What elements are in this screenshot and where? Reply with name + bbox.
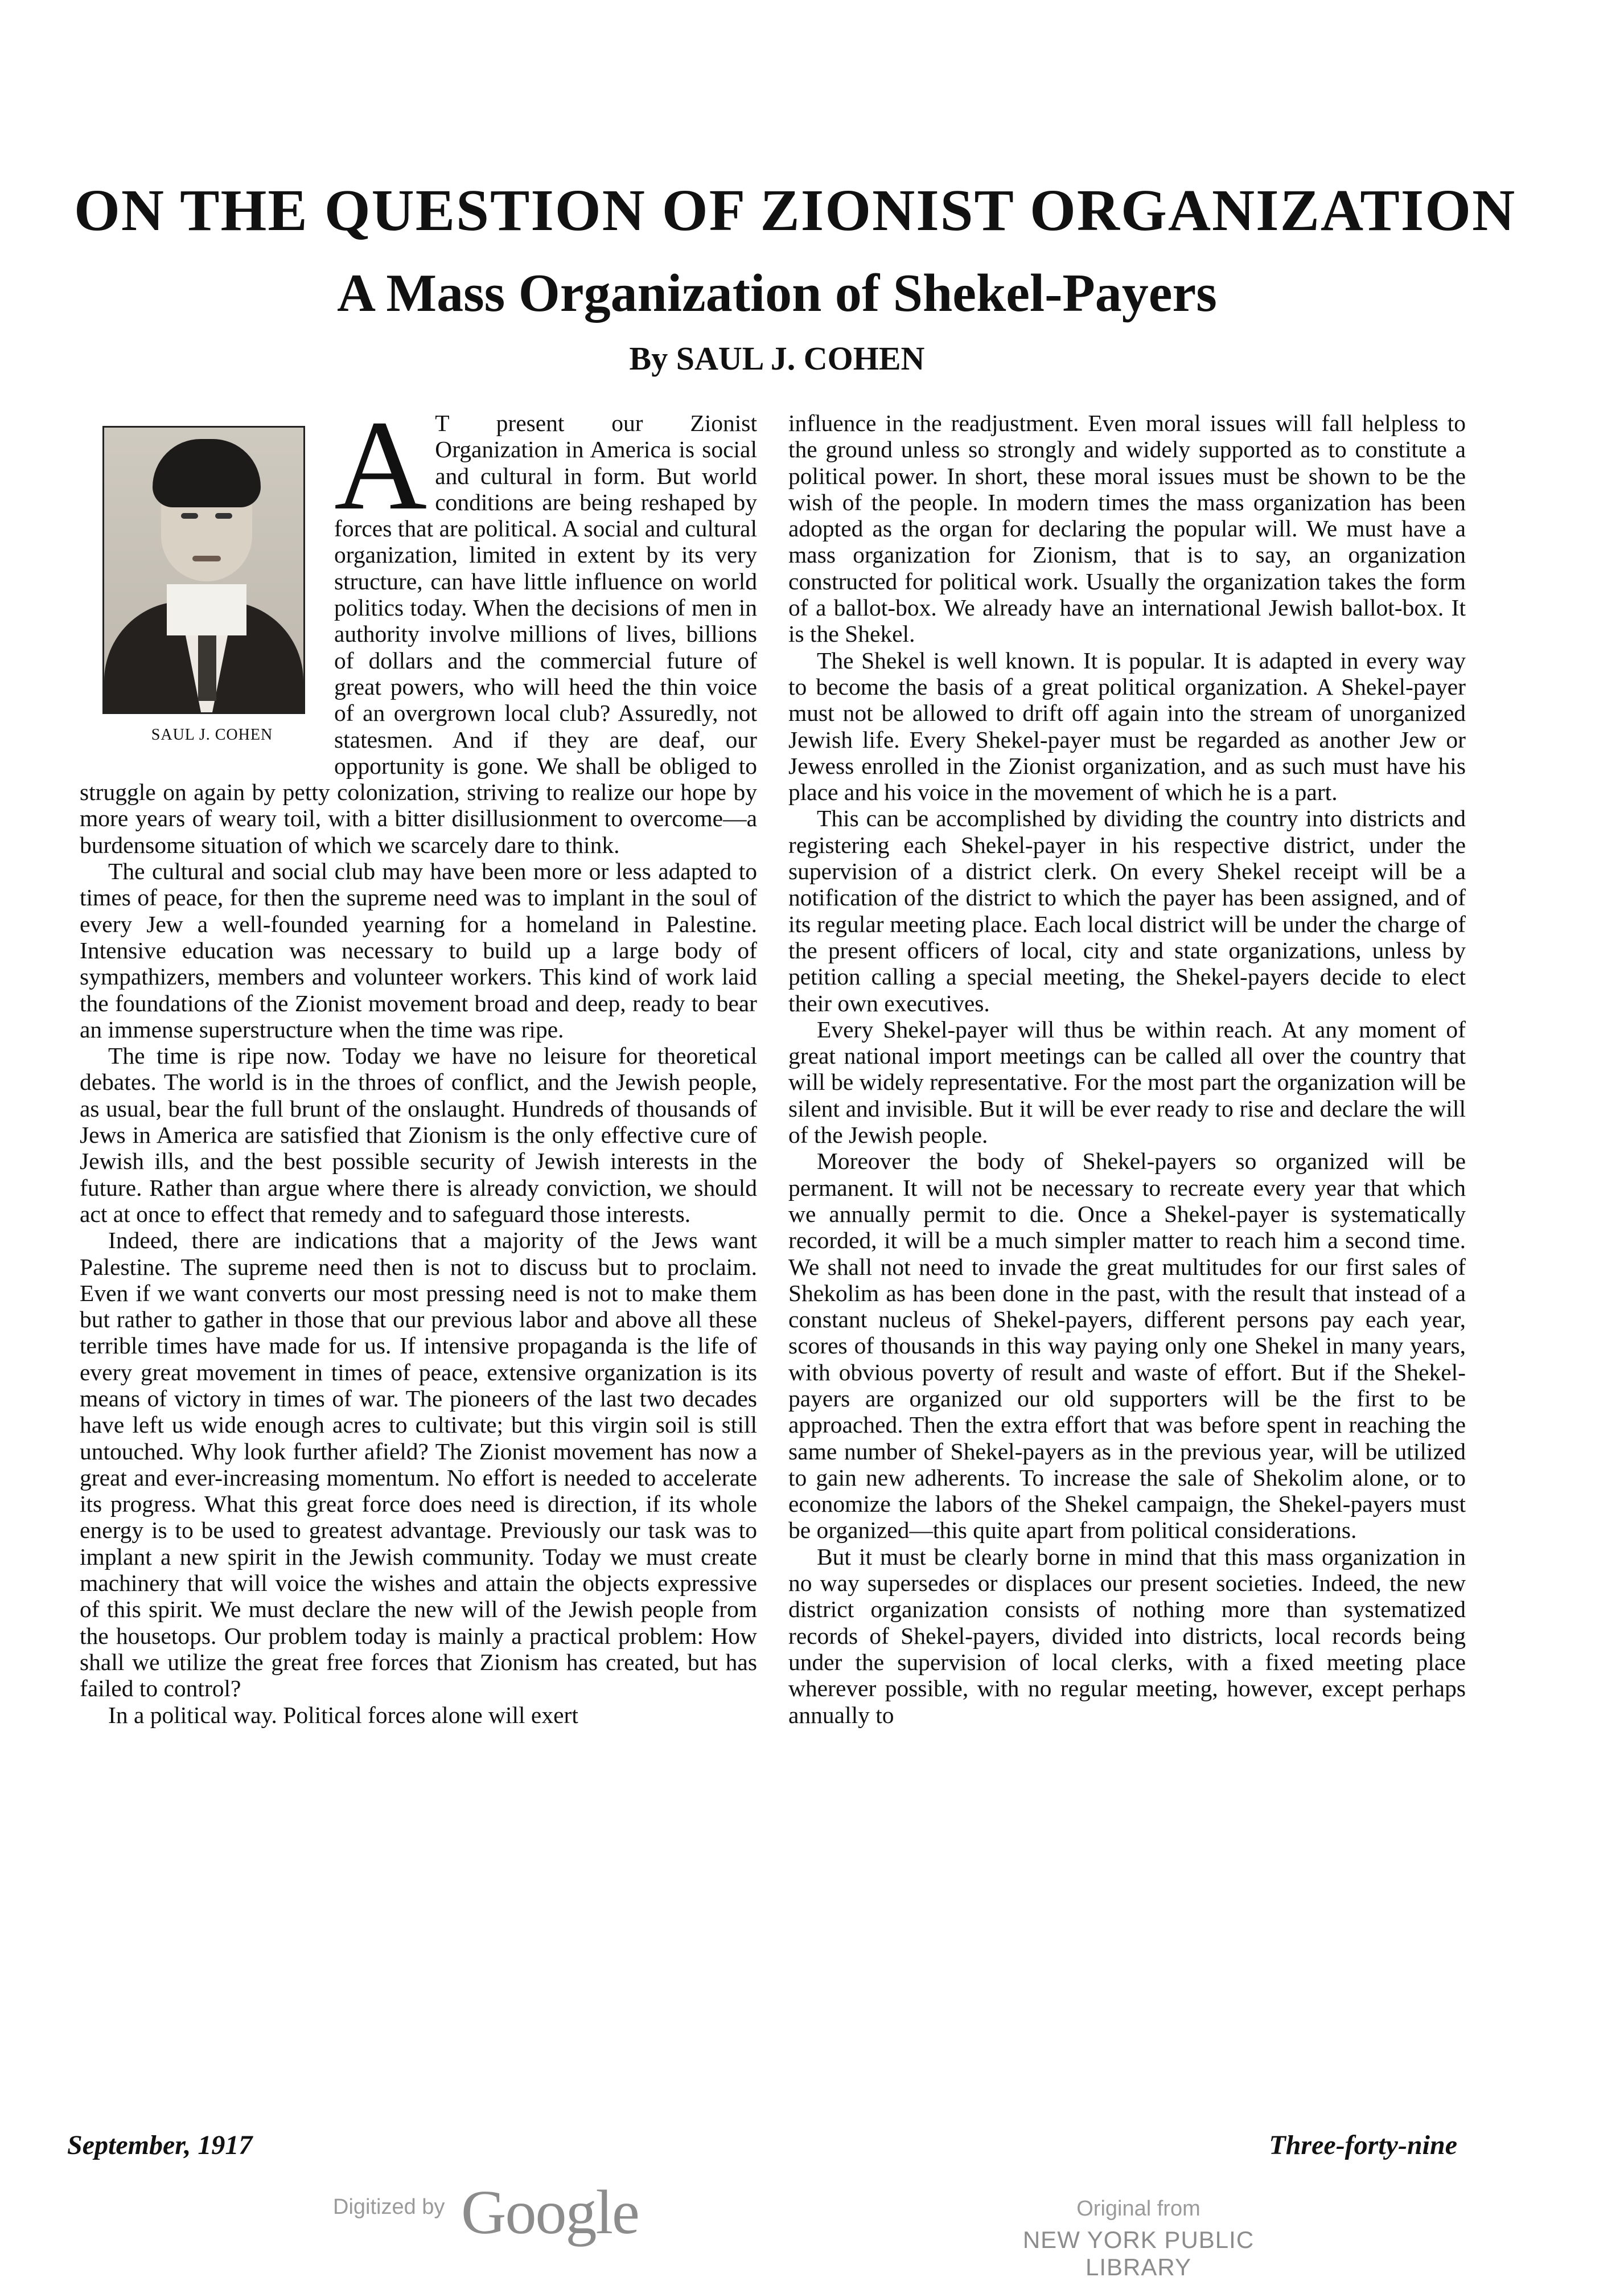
article-byline: By SAUL J. COHEN: [629, 340, 925, 377]
paragraph: The cultural and social club may have been more or less adapted to times of peace, for then the supreme need was to implant in the soul of every Jew a well-founded yearning for a homeland in Palestine. Intensive education was necessary to build up a large body of sympathizers, members and volunteer workers. This kind of work laid the foundations of the Zionist movement broad and deep, ready to bear an immense superstructure when the time was ripe.: [80, 858, 757, 1043]
paragraph: The time is ripe now. Today we have no leisure for theoretical debates. The world is in the throes of conflict, and the Jewish people, as usual, bear the full brunt of the onslaught. Hundreds of thousands of Jews in America are satisfied that Zionism is the only effective cure of Jewish ills, and the best possible security of Jewish interests in the future. Rather than argue where there is already conviction, we should act at once to effect that remedy and to safeguard those interests.: [80, 1043, 757, 1227]
footer-page-number: Three-forty-nine: [1269, 2130, 1457, 2160]
paragraph: Moreover the body of Shekel-payers so organized will be permanent. It will not be necessary to recreate every year that which we annually permit to die. Once a Shekel-payer is systematically recorded, it will be a much simpler matter to reach him a second time. We shall not need to invade the great multitudes for our first sales of Shekolim as has been done in the past, with the result that instead of a constant nucleus of Shekel-payers, different persons pay each year, scores of thousands in this way paying only one Shekel in many years, with obvious poverty of result and waste of effort. But if the Shekel-payers are organized our old supporters will be the first to be approached. Then the extra effort that was before spent in reaching the same number of Shekel-payers as in the previous year, will be utilized to gain new adherents. To increase the sale of Shekolim alone, or to economize the labors of the Shekel campaign, the Shekel-payers must be organized—this quite apart from political considerations.: [788, 1148, 1466, 1544]
paragraph: influence in the readjustment. Even moral issues will fall helpless to the ground unless so strongly and widely supported as to constitute a political power. In short, these moral issues must be shown to be the wish of the people. In modern times the mass organization has been adopted as the organ for declaring the popular will. We must have a mass organization for Zionism, that is to say, an organization constructed for political work. Usually the organization takes the form of a ballot-box. We already have an international Jewish ballot-box. It is the Shekel.: [788, 410, 1466, 647]
right-column: [788, 410, 1466, 1728]
library-label: NEW YORK PUBLIC LIBRARY: [1022, 2226, 1255, 2280]
paragraph: Every Shekel-payer will thus be within reach. At any moment of great national import meetings can be called all over the country that will be widely representative. For the most part the organization will be silent and invisible. But it will be ever ready to rise and declare the will of the Jewish people.: [788, 1016, 1466, 1148]
digitized-by-label: Digitized by: [333, 2195, 445, 2219]
left-column: [80, 394, 757, 1728]
paragraph: A T present our Zionist Organization in America is social and cultural in form. But world conditions are being reshaped by forces that are political. A social and cultural organization, limited in extent by its very structure, can have little influence on world politics today. When the decisions of men in authority involve millions of lives, billions of dollars and the commercial future of great powers, who will heed the thin voice of an overgrown local club? Assuredly, not statesmen. And if they are deaf, our opportunity is gone. We shall be obliged to struggle on again by petty colonization, striving to realize our hope by more years of weary toil, with a bitter disillusionment to overcome—a burdensome situation of which we scarcely dare to think.: [80, 394, 757, 858]
author-photo-box: [102, 426, 322, 756]
drop-cap: A: [334, 394, 427, 536]
original-from-label: Original from: [1076, 2197, 1200, 2221]
footer-date: September, 1917: [67, 2130, 253, 2160]
google-logo: Google: [461, 2177, 639, 2247]
paragraph: But it must be clearly borne in mind that this mass organization in no way supersedes or displaces our present societies. Indeed, the new district organization consists of nothing more than systematized records of Shekel-payers, divided into districts, local records being under the supervision of local clerks, with a fixed meeting place wherever possible, with no regular meeting, however, except perhaps annually to: [788, 1543, 1466, 1728]
paragraph: This can be accomplished by dividing the country into districts and registering each Shekel-payer in his respective district, under the supervision of a district clerk. On every Shekel receipt will be a notification of the district to which the payer has been assigned, and of its regular meeting place. Each local district will be under the charge of the present officers of local, city and state organizations, unless by petition calling a special meeting, the Shekel-payers decide to elect their own executives.: [788, 805, 1466, 1016]
article-title: ON THE QUESTION OF ZIONIST ORGANIZATION: [74, 178, 1516, 243]
paragraph: Indeed, there are indications that a majority of the Jews want Palestine. The supreme need then is not to discuss but to proclaim. Even if we want converts our most pressing need is not to make them but rather to gather in those that our previous labor and above all these terrible times have made for us. If intensive propaganda is the life of every great movement in times of peace, extensive organization is its means of victory in times of war. The pioneers of the last two decades have left us wide enough acres to cultivate; but this virgin soil is still untouched. Why look further afield? The Zionist movement has now a great and ever-increasing momentum. No effort is needed to accelerate its progress. What this great force does need is direction, if its whole energy is to be used to greatest advantage. Previously our task was to implant a new spirit in the Jewish community. Today we must create machinery that will voice the wishes and attain the objects expressive of this spirit. We must declare the new will of the Jewish people from the housetops. Our problem today is mainly a practical problem: How shall we utilize the great free forces that Zionism has created, but has failed to control?: [80, 1227, 757, 1702]
article-subtitle: A Mass Organization of Shekel-Payers: [337, 264, 1217, 323]
photo-caption: SAUL J. COHEN: [151, 726, 273, 744]
paragraph: In a political way. Political forces alone will exert: [108, 1701, 578, 1728]
author-portrait-image: [102, 426, 305, 714]
paragraph: The Shekel is well known. It is popular. It is adapted in every way to become the basis of a great political organization. A Shekel-payer must not be allowed to drift off again into the stream of unorganized Jewish life. Every Shekel-payer must be regarded as another Jew or Jewess enrolled in the Zionist organization, and as such must have his place and his voice in the movement of which he is a part.: [788, 647, 1466, 806]
